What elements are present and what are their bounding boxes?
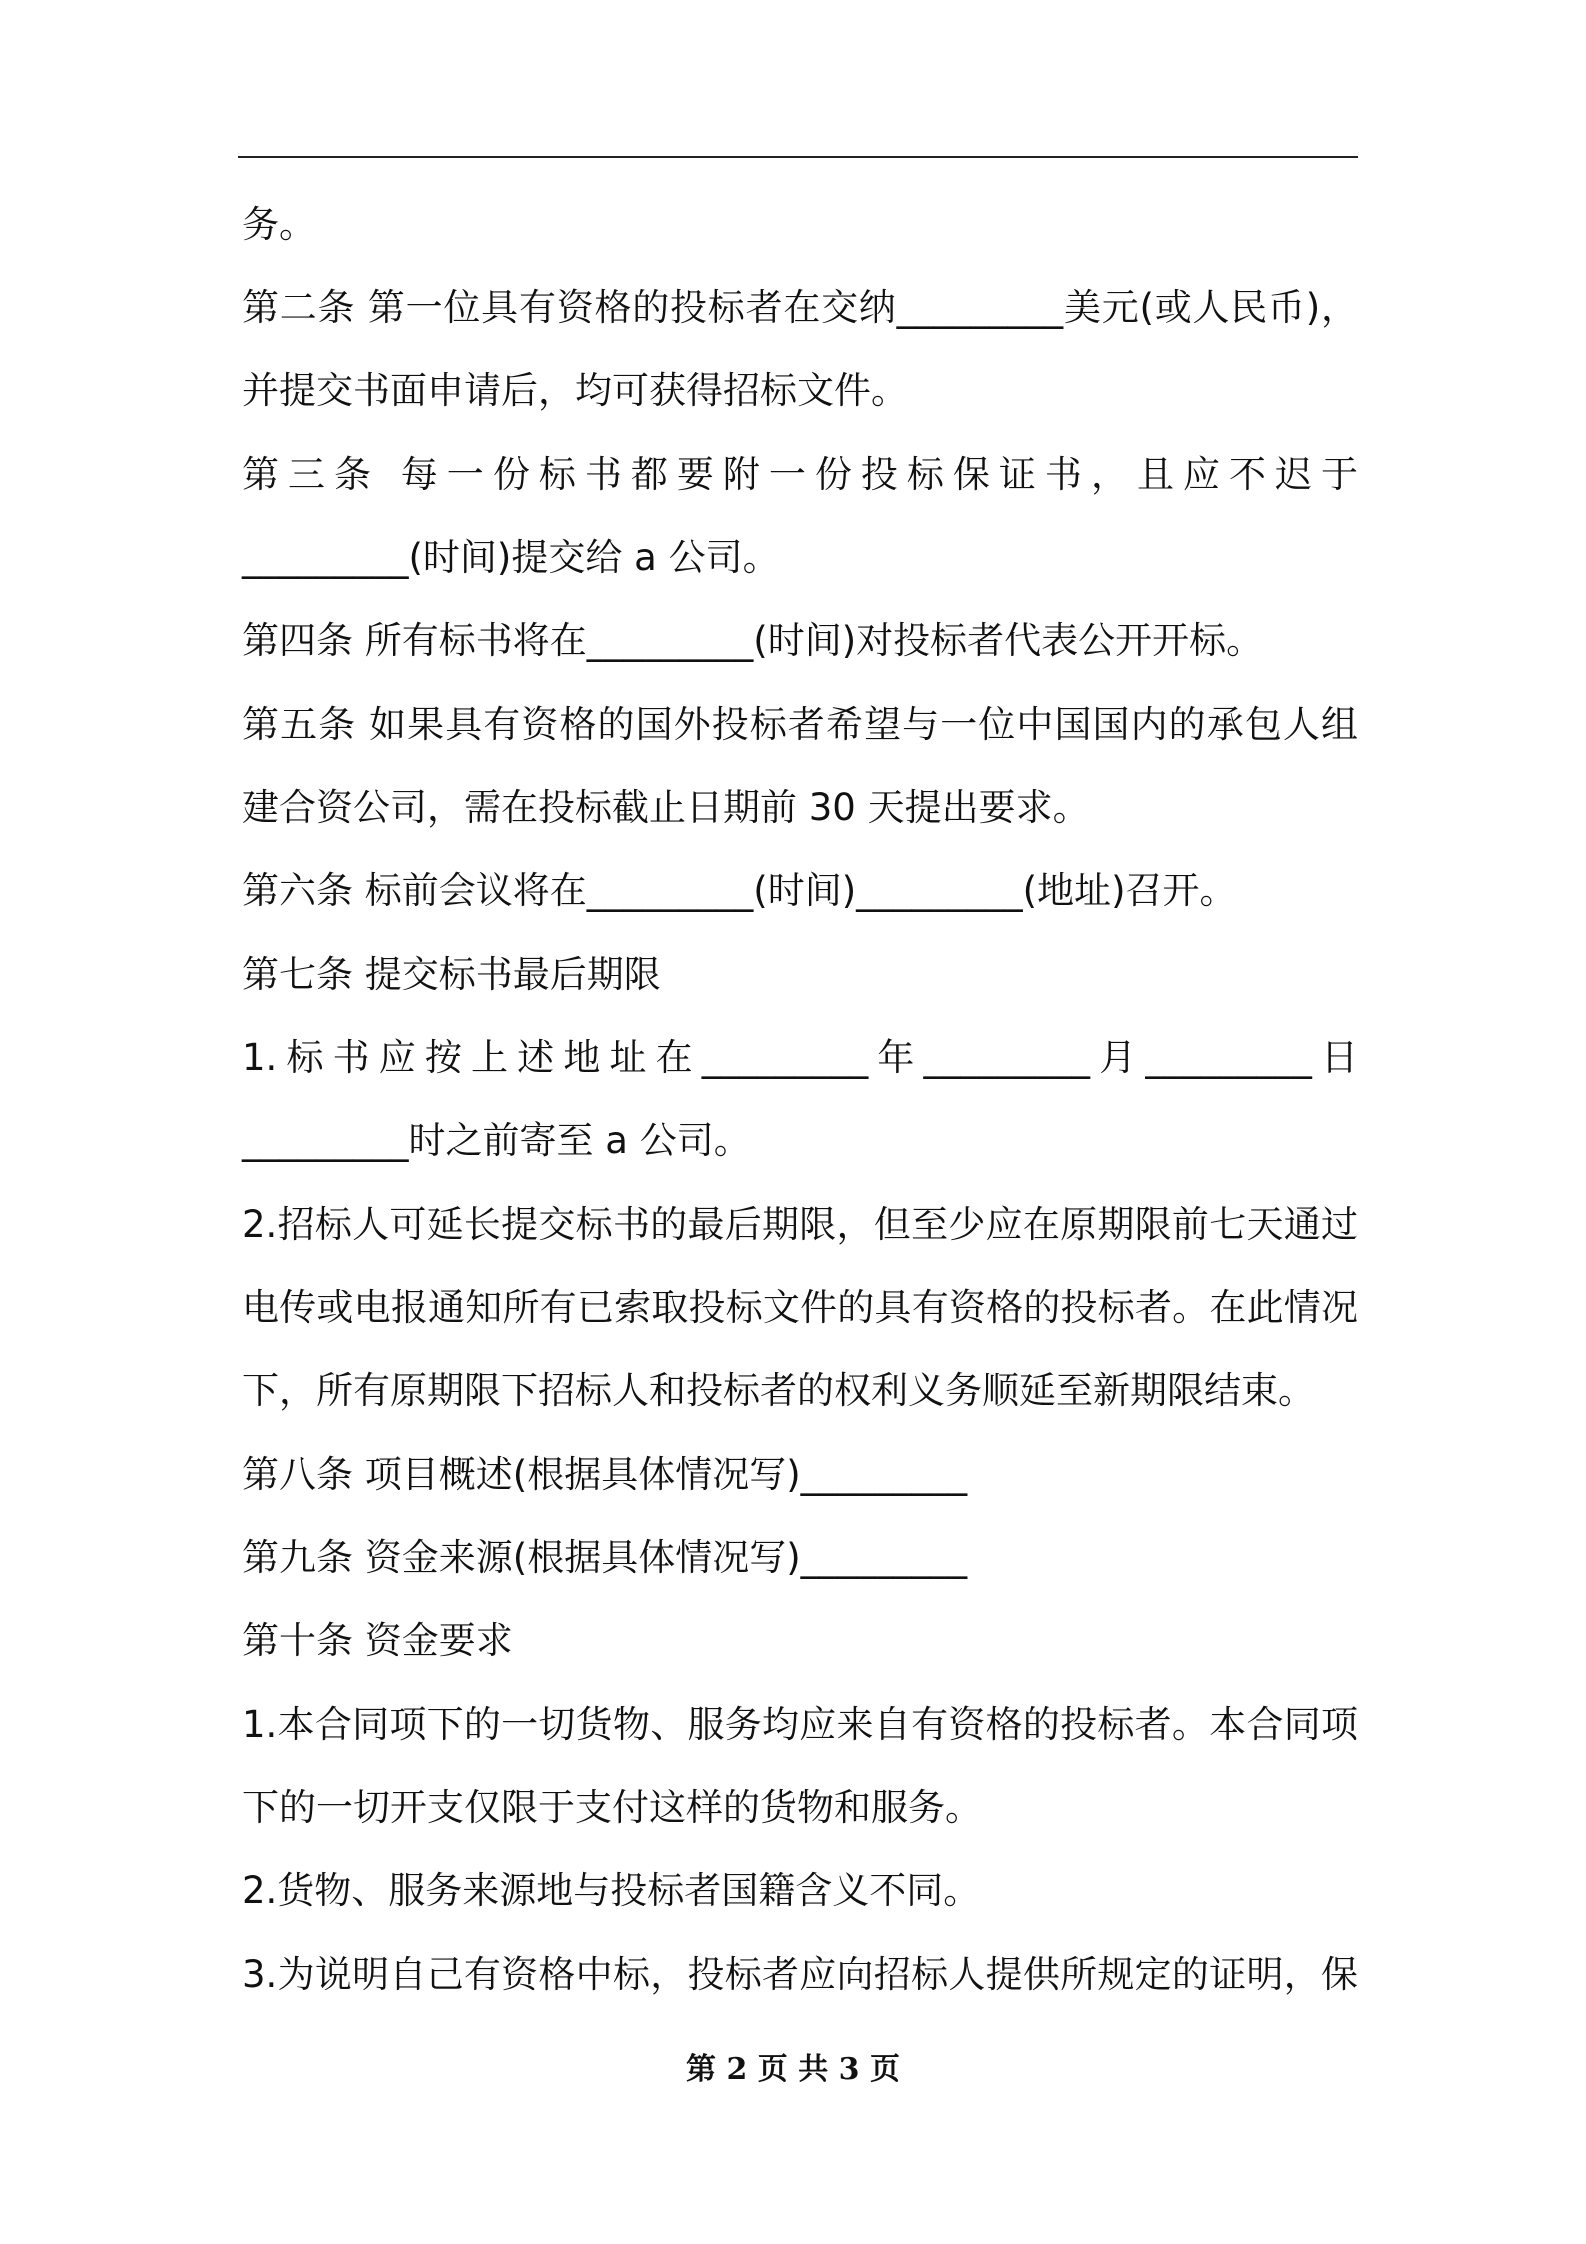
clause-7-item-2-line-3: 下，所有原期限下招标人和投标者的权利义务顺延至新期限结束。 [242,1369,1315,1412]
clause-2-line-2: 并提交书面申请后，均可获得招标文件。 [242,369,908,412]
clause-3-line-1: 第三条 每一份标书都要附一份投标保证书，且应不迟于 [242,453,1358,496]
clause-10-item-2-line: 2.货物、服务来源地与投标者国籍含义不同。 [242,1869,981,1912]
clause-6-line: 第六条 标前会议将在_________(时间)_________(地址)召开。 [242,869,1237,912]
clause-8-line: 第八条 项目概述(根据具体情况写)_________ [242,1453,968,1496]
clause-7-item-2-line-2: 电传或电报通知所有已索取投标文件的具有资格的投标者。在此情况 [242,1286,1358,1329]
clause-7-item-2-line-1: 2.招标人可延长提交标书的最后期限，但至少应在原期限前七天通过 [242,1203,1358,1246]
clause-2-line-1: 第二条 第一位具有资格的投标者在交纳_________美元(或人民币)， [242,286,1358,329]
clause-10-heading: 第十条 资金要求 [242,1619,513,1662]
clause-5-line-1: 第五条 如果具有资格的国外投标者希望与一位中国国内的承包人组 [242,703,1358,746]
clause-7-heading: 第七条 提交标书最后期限 [242,953,661,996]
text-line: 务。 [242,203,316,246]
page-number-footer: 第 2 页 共 3 页 [686,2052,900,2087]
clause-7-item-1-line-1: 1.标书应按上述地址在_________年_________月_________日 [242,1036,1358,1079]
header-rule [238,156,1358,158]
clause-3-line-2: _________(时间)提交给 a 公司。 [242,536,780,579]
clause-5-line-2: 建合资公司，需在投标截止日期前 30 天提出要求。 [242,786,1090,829]
clause-4-line: 第四条 所有标书将在_________(时间)对投标者代表公开开标。 [242,619,1264,662]
clause-10-item-3-line: 3.为说明自己有资格中标，投标者应向招标人提供所规定的证明，保 [242,1953,1358,1996]
clause-10-item-1-line-2: 下的一切开支仅限于支付这样的货物和服务。 [242,1786,982,1829]
clause-9-line: 第九条 资金来源(根据具体情况写)_________ [242,1536,968,1579]
clause-10-item-1-line-1: 1.本合同项下的一切货物、服务均应来自有资格的投标者。本合同项 [242,1703,1358,1746]
clause-7-item-1-line-2: _________时之前寄至 a 公司。 [242,1119,751,1162]
